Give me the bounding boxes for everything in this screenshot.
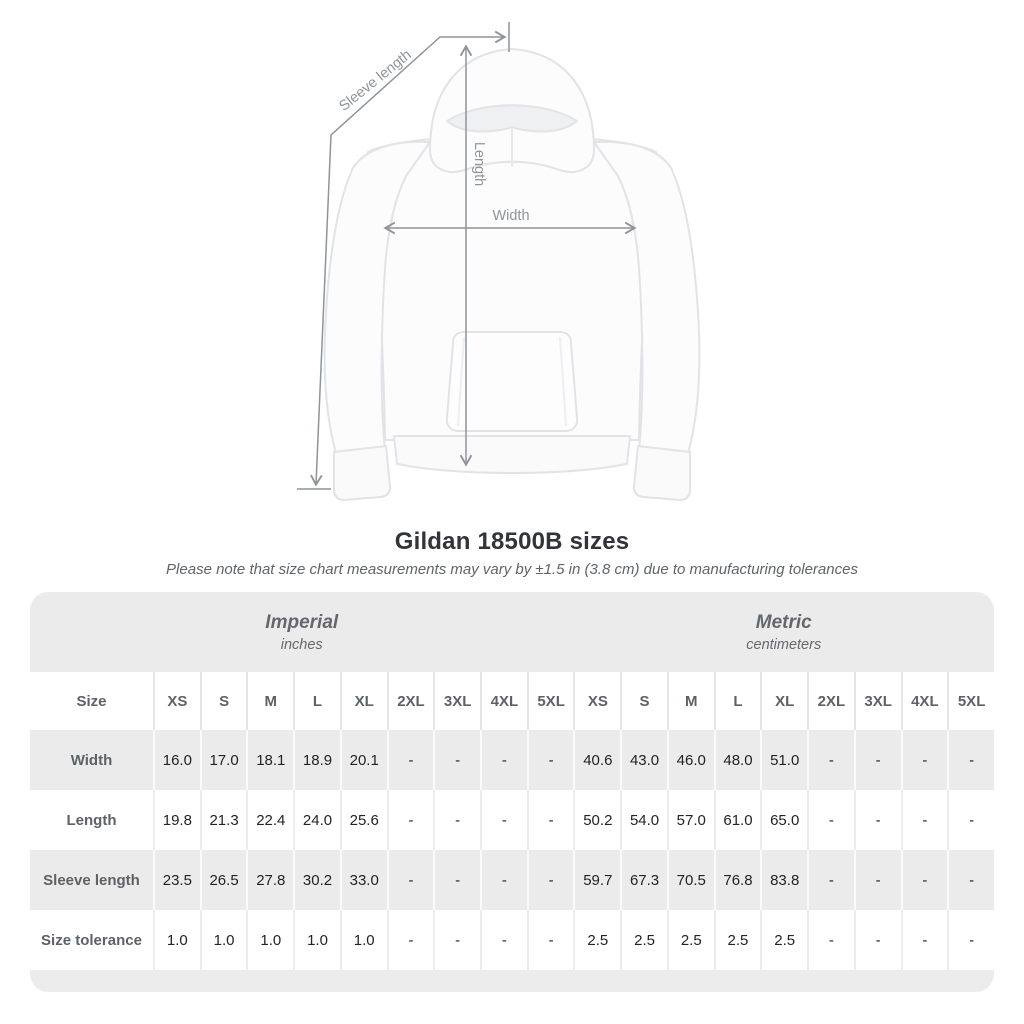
cell-value: 40.6 — [573, 730, 620, 790]
unit-header-imperial — [30, 592, 573, 672]
cell-value: 83.8 — [760, 850, 807, 910]
cell-value: - — [480, 850, 527, 910]
cell-value: - — [480, 790, 527, 850]
cell-value: - — [854, 850, 901, 910]
cell-value: 1.0 — [153, 910, 200, 970]
cell-value: - — [433, 790, 480, 850]
cell-value: - — [387, 910, 434, 970]
hoodie-waistband — [394, 436, 630, 473]
cell-value: - — [387, 790, 434, 850]
size-column-header: XL — [760, 672, 807, 730]
table-footer-band — [30, 970, 994, 992]
cell-value: - — [947, 790, 994, 850]
cell-value: - — [807, 850, 854, 910]
cell-value: - — [433, 730, 480, 790]
cell-value: 43.0 — [620, 730, 667, 790]
cell-value: 1.0 — [293, 910, 340, 970]
cell-value: 20.1 — [340, 730, 387, 790]
cell-value: 24.0 — [293, 790, 340, 850]
cell-value: 33.0 — [340, 850, 387, 910]
cell-value: - — [433, 910, 480, 970]
row-label: Width — [30, 730, 153, 790]
cell-value: 54.0 — [620, 790, 667, 850]
cell-value: 1.0 — [200, 910, 247, 970]
size-column-header: 4XL — [480, 672, 527, 730]
cell-value: 61.0 — [714, 790, 761, 850]
cell-value: - — [854, 910, 901, 970]
cell-value: - — [901, 850, 948, 910]
cell-value: 51.0 — [760, 730, 807, 790]
cell-value: - — [480, 910, 527, 970]
unit-header-metric — [573, 592, 994, 672]
cell-value: 1.0 — [340, 910, 387, 970]
cell-value: 18.1 — [246, 730, 293, 790]
row-label: Length — [30, 790, 153, 850]
cell-value: 16.0 — [153, 730, 200, 790]
size-chart — [30, 592, 994, 992]
cell-value: 2.5 — [714, 910, 761, 970]
length-label: Length — [471, 141, 487, 187]
cell-value: - — [854, 790, 901, 850]
cell-value: - — [527, 730, 574, 790]
cell-value: - — [527, 850, 574, 910]
cell-value: - — [807, 790, 854, 850]
size-column-header: 5XL — [527, 672, 574, 730]
cell-value: 18.9 — [293, 730, 340, 790]
size-column-header: XL — [340, 672, 387, 730]
cell-value: - — [527, 910, 574, 970]
cell-value: - — [854, 730, 901, 790]
size-column-header: 4XL — [901, 672, 948, 730]
cell-value: 27.8 — [246, 850, 293, 910]
unit-label-imperial: Imperial — [265, 611, 339, 633]
cell-value: 23.5 — [153, 850, 200, 910]
cell-value: - — [947, 730, 994, 790]
cell-value: - — [433, 850, 480, 910]
cell-value: 70.5 — [667, 850, 714, 910]
cell-value: 21.3 — [200, 790, 247, 850]
cell-value: 2.5 — [620, 910, 667, 970]
table-row — [30, 790, 994, 850]
cell-value: 30.2 — [293, 850, 340, 910]
unit-sublabel-metric: centimeters — [746, 637, 822, 654]
cell-value: 67.3 — [620, 850, 667, 910]
cell-value: 2.5 — [760, 910, 807, 970]
size-column-header: XS — [573, 672, 620, 730]
hoodie-right-cuff — [634, 446, 690, 500]
size-column-header: 2XL — [387, 672, 434, 730]
row-label: Size tolerance — [30, 910, 153, 970]
size-header: Size — [30, 672, 153, 730]
size-column-header: S — [620, 672, 667, 730]
size-column-header: 3XL — [433, 672, 480, 730]
cell-value: - — [901, 730, 948, 790]
cell-value: 46.0 — [667, 730, 714, 790]
cell-value: 22.4 — [246, 790, 293, 850]
cell-value: 76.8 — [714, 850, 761, 910]
row-label: Sleeve length — [30, 850, 153, 910]
cell-value: 65.0 — [760, 790, 807, 850]
size-column-header: L — [293, 672, 340, 730]
sleeve-length-label: Sleeve length — [336, 47, 415, 115]
cell-value: 50.2 — [573, 790, 620, 850]
cell-value: - — [901, 910, 948, 970]
table-row — [30, 910, 994, 970]
cell-value: 48.0 — [714, 730, 761, 790]
size-column-header: M — [667, 672, 714, 730]
size-column-header: L — [714, 672, 761, 730]
cell-value: - — [807, 730, 854, 790]
cell-value: - — [387, 730, 434, 790]
cell-value: 2.5 — [573, 910, 620, 970]
cell-value: - — [527, 790, 574, 850]
size-column-header: XS — [153, 672, 200, 730]
cell-value: - — [947, 910, 994, 970]
table-row — [30, 730, 994, 790]
cell-value: 19.8 — [153, 790, 200, 850]
size-table — [30, 592, 994, 992]
size-column-header: M — [246, 672, 293, 730]
table-row — [30, 850, 994, 910]
cell-value: 59.7 — [573, 850, 620, 910]
size-column-header: 5XL — [947, 672, 994, 730]
unit-label-metric: Metric — [755, 611, 812, 633]
page-title: Gildan 18500B sizes — [394, 528, 630, 555]
cell-value: - — [947, 850, 994, 910]
cell-value: - — [387, 850, 434, 910]
cell-value: - — [480, 730, 527, 790]
cell-value: 25.6 — [340, 790, 387, 850]
hoodie-left-cuff — [334, 446, 390, 500]
cell-value: - — [807, 910, 854, 970]
cell-value: - — [901, 790, 948, 850]
size-column-header: 3XL — [854, 672, 901, 730]
cell-value: 17.0 — [200, 730, 247, 790]
size-column-header: 2XL — [807, 672, 854, 730]
width-label: Width — [492, 208, 530, 224]
cell-value: 2.5 — [667, 910, 714, 970]
tolerance-note: Please note that size chart measurements may vary by ±1.5 in (3.8 cm) due to manufacturing tolerances — [166, 561, 858, 578]
size-column-header: S — [200, 672, 247, 730]
cell-value: 1.0 — [246, 910, 293, 970]
hoodie-illustration — [325, 49, 700, 500]
cell-value: 57.0 — [667, 790, 714, 850]
cell-value: 26.5 — [200, 850, 247, 910]
unit-sublabel-imperial: inches — [280, 637, 323, 654]
